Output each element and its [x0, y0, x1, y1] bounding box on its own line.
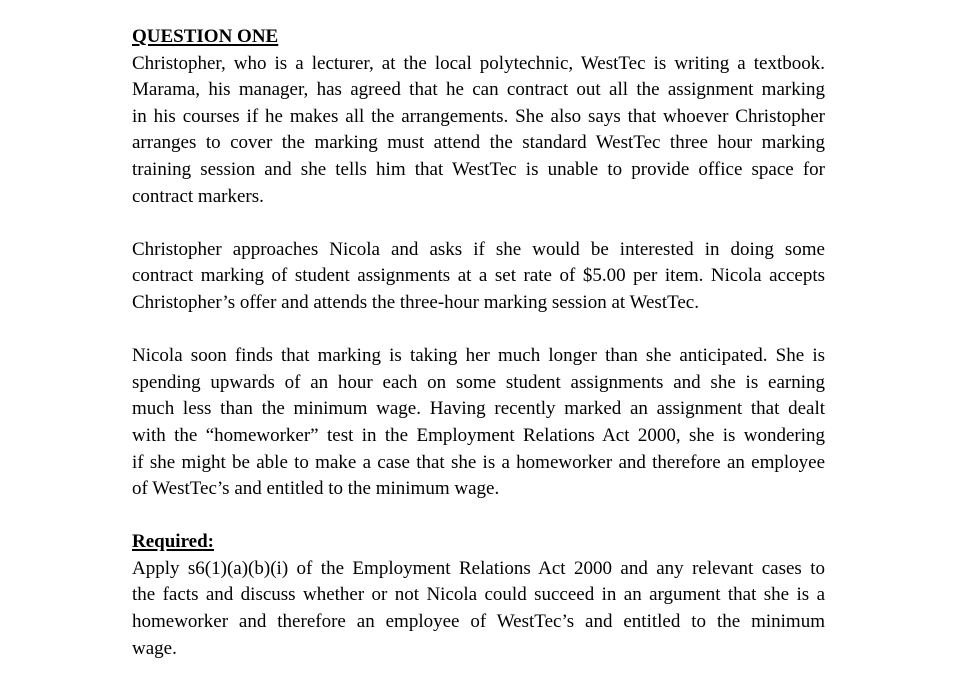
paragraph-line: arranges to cover the marking must attend the standard WestTec three hour marking	[132, 132, 825, 154]
document-text-block	[132, 24, 825, 662]
paragraph-line: homeworker and therefore an employee of WestTec’s and entitled to the minimum	[132, 611, 825, 633]
paragraph	[132, 343, 825, 503]
section-heading-text: QUESTION ONE	[132, 26, 279, 47]
section-heading-text: Required:	[132, 531, 214, 553]
paragraph-line: Marama, his manager, has agreed that he can contract out all the assignment marking	[132, 79, 825, 101]
paragraph	[132, 556, 825, 662]
paragraph-line: if she might be able to make a case that she is a homeworker and therefore an employee	[132, 451, 825, 473]
paragraph-line: of WestTec’s and entitled to the minimum wage.	[132, 478, 500, 500]
paragraph-line: with the “homeworker” test in the Employment Relations Act 2000, she is wondering	[132, 424, 825, 446]
section-heading	[132, 24, 825, 51]
paragraph-line: Christopher, who is a lecturer, at the local polytechnic, WestTec is writing a textbook.	[132, 52, 825, 74]
paragraph-line: Christopher approaches Nicola and asks if she would be interested in doing some	[132, 238, 825, 260]
paragraph-line: contract markers.	[132, 185, 264, 207]
paragraph-line: spending upwards of an hour each on some student assignments and she is earning	[132, 371, 825, 393]
paragraph	[132, 237, 825, 317]
paragraph-line: the facts and discuss whether or not Nicola could succeed in an argument that she is a	[132, 584, 825, 606]
paragraph-line: Christopher’s offer and attends the three-hour marking session at WestTec.	[132, 291, 699, 313]
paragraph-line: much less than the minimum wage. Having recently marked an assignment that dealt	[132, 398, 825, 420]
paragraph-line: in his courses if he makes all the arrangements. She also says that whoever Christopher	[132, 105, 825, 127]
paragraph	[132, 51, 825, 211]
paragraph-line: wage.	[132, 637, 177, 659]
section-heading	[132, 529, 825, 556]
paragraph-line: Apply s6(1)(a)(b)(i) of the Employment Relations Act 2000 and any relevant cases to	[132, 557, 825, 579]
paragraph-line: Nicola soon finds that marking is taking her much longer than she anticipated. She is	[132, 345, 825, 367]
paragraph-line: training session and she tells him that WestTec is unable to provide office space for	[132, 158, 825, 180]
paragraph-line: contract marking of student assignments at a set rate of $5.00 per item. Nicola accepts	[132, 265, 825, 287]
